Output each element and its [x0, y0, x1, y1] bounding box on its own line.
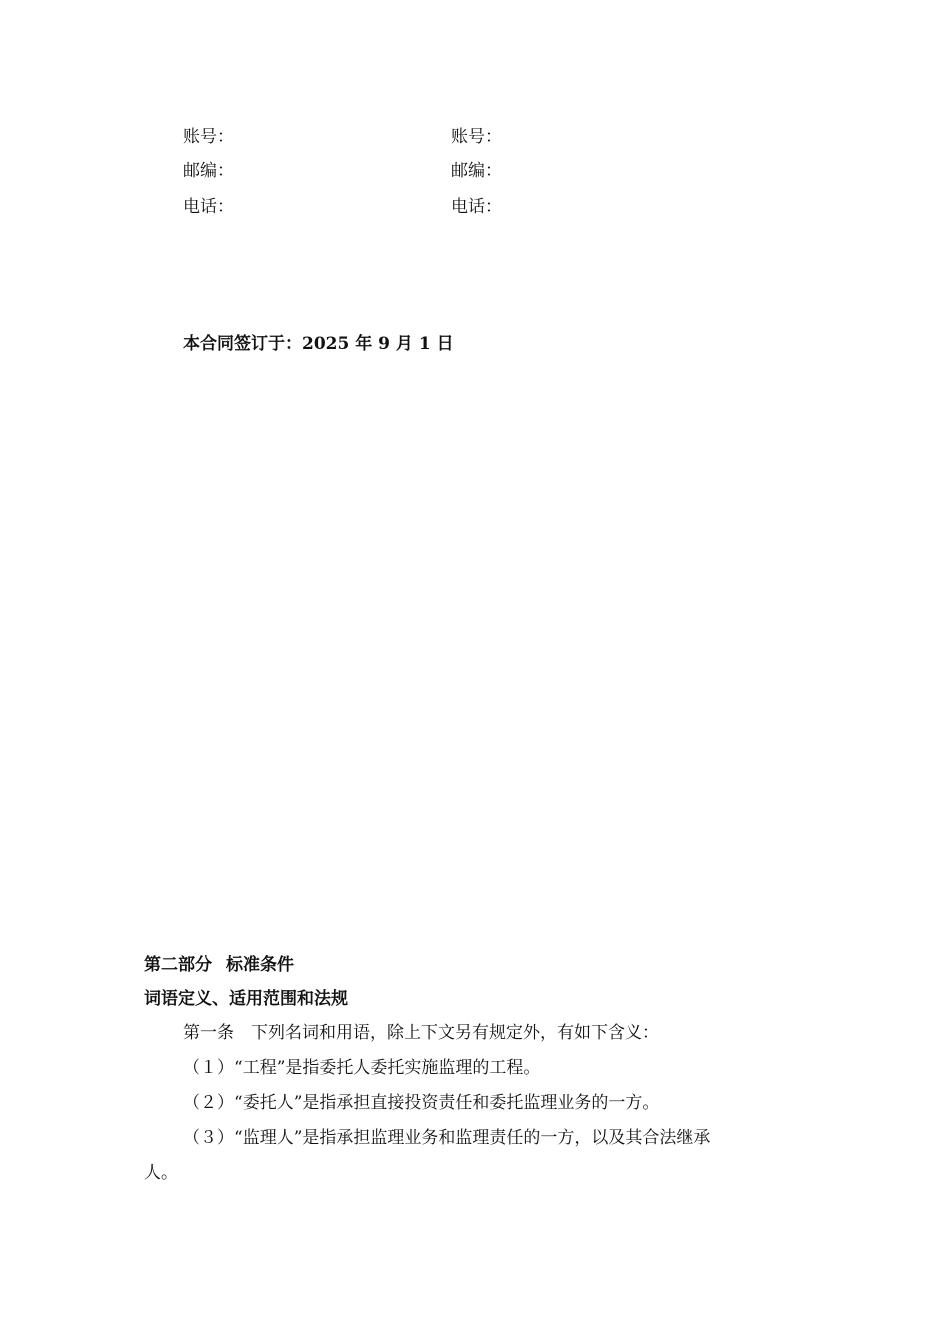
section-heading: 词语定义、适用范围和法规 [144, 989, 348, 1009]
left-account-label: 账号： [183, 127, 234, 147]
right-phone-label: 电话： [451, 197, 502, 217]
contract-signing-date: 本合同签订于：2025 年 9 月 1 日 [183, 334, 454, 354]
part-two-heading [144, 953, 294, 977]
definition-item: （２）“委托人”是指承担直接投资责任和委托监理业务的一方。 [183, 1093, 660, 1113]
right-account-label: 账号： [451, 127, 502, 147]
part-two-name: 标准条件 [226, 955, 294, 975]
left-phone-label: 电话： [183, 197, 234, 217]
definition-item: （３）“监理人”是指承担监理业务和监理责任的一方，以及其合法继承 [183, 1128, 711, 1148]
definition-item-continuation: 人。 [144, 1163, 178, 1183]
definition-item: （１）“工程”是指委托人委托实施监理的工程。 [183, 1058, 541, 1078]
part-two-number: 第二部分 [144, 955, 212, 975]
right-postcode-label: 邮编： [451, 161, 502, 181]
left-postcode-label: 邮编： [183, 161, 234, 181]
article-one-intro: 第一条 下列名词和用语，除上下文另有规定外，有如下含义： [183, 1023, 659, 1043]
